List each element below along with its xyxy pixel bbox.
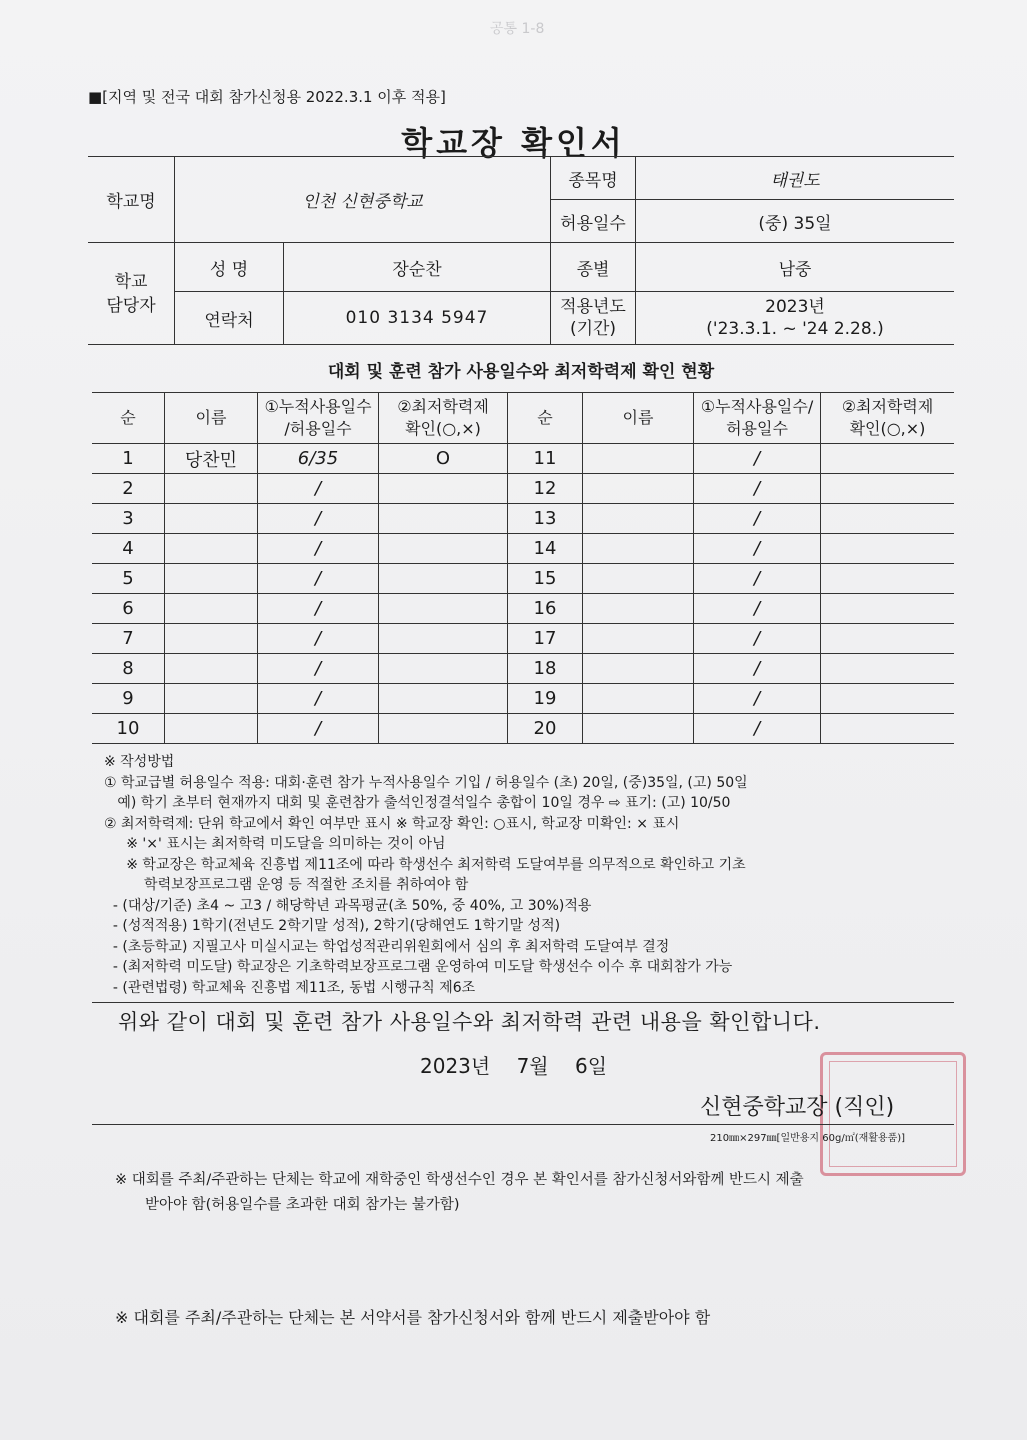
- footnote-2: ※ 대회를 주최/주관하는 단체는 본 서약서를 참가신청서와 함께 반드시 제출받아야 함: [115, 1308, 711, 1327]
- cell-name: [583, 564, 694, 594]
- col-header: 이름: [165, 393, 258, 444]
- cell-n: 18: [508, 654, 583, 684]
- cell-chk: [379, 534, 508, 564]
- school-label: 학교명: [88, 157, 175, 243]
- page-title: 학교장 확인서: [401, 124, 626, 162]
- cell-chk: [379, 684, 508, 714]
- col-header: ②최저학력제 확인(○,×): [821, 393, 955, 444]
- cell-n: 16: [508, 594, 583, 624]
- cell-chk: [379, 564, 508, 594]
- cell-n: 14: [508, 534, 583, 564]
- cell-days: /: [258, 684, 379, 714]
- cell-name: [165, 654, 258, 684]
- cell-chk: [821, 564, 955, 594]
- cell-chk: [821, 714, 955, 744]
- cell-n: 3: [92, 504, 165, 534]
- col-header: ①누적사용일수 /허용일수: [258, 393, 379, 444]
- name-value: 장순찬: [284, 243, 551, 292]
- cell-n: 17: [508, 624, 583, 654]
- cell-days: /: [694, 564, 821, 594]
- table-row: [92, 504, 954, 534]
- col-header: 순: [92, 393, 165, 444]
- allowed-label: 허용일수: [551, 200, 636, 243]
- section-title: 대회 및 훈련 참가 사용일수와 최저학력제 확인 현황: [327, 362, 715, 382]
- table-row: [92, 534, 954, 564]
- cell-chk: [379, 654, 508, 684]
- cell-name: [165, 474, 258, 504]
- instruction-line: ① 학교급별 허용일수 적용: 대회·훈련 참가 누적사용일수 기입 / 허용일수 (초) 20일, (중)35일, (고) 50일: [104, 774, 748, 791]
- year-value: 2023년 ('23.3.1. ~ '24 2.28.): [636, 292, 955, 345]
- cell-name: [583, 624, 694, 654]
- instruction-line: ※ '×' 표시는 최저학력 미도달을 의미하는 것이 아님: [104, 836, 446, 852]
- footnote-1: [115, 1168, 804, 1218]
- cell-name: [165, 684, 258, 714]
- cell-days: /: [258, 594, 379, 624]
- cell-n: 19: [508, 684, 583, 714]
- gender-label: 종별: [551, 243, 636, 292]
- cell-chk: [821, 654, 955, 684]
- cell-name: [165, 504, 258, 534]
- cell-days: /: [694, 654, 821, 684]
- contact-label: 연락처: [175, 292, 284, 345]
- cell-days: /: [694, 684, 821, 714]
- table-row: [92, 594, 954, 624]
- cell-n: 1: [92, 444, 165, 474]
- instruction-line: - (최저학력 미도달) 학교장은 기초학력보장프로그램 운영하여 미도달 학생선수 이수 후 대회참가 가능: [104, 959, 733, 975]
- instruction-line: ② 최저학력제: 단위 학교에서 확인 여부만 표시 ※ 학교장 확인: ○표시, 학교장 미확인: × 표시: [104, 815, 680, 832]
- cell-name: [165, 714, 258, 744]
- instruction-line: ※ 작성방법: [104, 754, 175, 770]
- cell-chk: [821, 444, 955, 474]
- cell-n: 10: [92, 714, 165, 744]
- cell-days: /: [694, 624, 821, 654]
- footnote-1-line: ※ 대회를 주최/주관하는 단체는 학교에 재학중인 학생선수인 경우 본 확인서를 참가신청서와함께 반드시 제출: [115, 1172, 804, 1188]
- cell-chk: [379, 624, 508, 654]
- cell-days: /: [258, 654, 379, 684]
- table-row: [92, 444, 954, 474]
- event-label: 종목명: [551, 157, 636, 200]
- cell-n: 7: [92, 624, 165, 654]
- cell-days: /: [258, 714, 379, 744]
- col-header: ①누적사용일수/ 허용일수: [694, 393, 821, 444]
- table-row: [92, 564, 954, 594]
- cell-days: /: [258, 504, 379, 534]
- cell-name: [583, 444, 694, 474]
- table-row: [92, 624, 954, 654]
- footnote-1-line: 받아야 함(허용일수를 초과한 대회 참가는 불가함): [145, 1197, 460, 1213]
- cell-chk: [379, 714, 508, 744]
- cell-days: /: [694, 534, 821, 564]
- cell-name: [165, 624, 258, 654]
- divider: [92, 1124, 954, 1125]
- year-label: 적용년도 (기간): [551, 292, 636, 345]
- cell-name: [583, 594, 694, 624]
- contact-value: 010 3134 5947: [284, 292, 551, 345]
- top-mark: 공통 1-8: [490, 21, 545, 37]
- cell-days: 6/35: [258, 444, 379, 474]
- cell-n: 8: [92, 654, 165, 684]
- cell-chk: [379, 594, 508, 624]
- instruction-line: 예) 학기 초부터 현재까지 대회 및 훈련참가 출석인정결석일수 총합이 10일 경우 ⇨ 표기: (고) 10/50: [104, 795, 731, 811]
- cell-chk: [821, 474, 955, 504]
- cell-n: 6: [92, 594, 165, 624]
- cell-days: /: [258, 534, 379, 564]
- status-table: [92, 392, 954, 744]
- event-value: 태권도: [636, 157, 955, 200]
- header-note: ■[지역 및 전국 대회 참가신청용 2022.3.1 이후 적용]: [88, 88, 446, 106]
- cell-days: /: [694, 474, 821, 504]
- cell-chk: [379, 474, 508, 504]
- table-row: [92, 684, 954, 714]
- cell-name: [583, 714, 694, 744]
- cell-chk: [821, 624, 955, 654]
- cell-name: [583, 654, 694, 684]
- cell-name: [583, 504, 694, 534]
- col-header: ②최저학력제 확인(○,×): [379, 393, 508, 444]
- cell-name: [165, 564, 258, 594]
- col-header: 순: [508, 393, 583, 444]
- cell-n: 9: [92, 684, 165, 714]
- cell-days: /: [694, 504, 821, 534]
- cell-n: 13: [508, 504, 583, 534]
- cell-chk: [821, 684, 955, 714]
- cell-name: [165, 534, 258, 564]
- school-value: 인천 신현중학교: [175, 157, 551, 243]
- cell-days: /: [258, 624, 379, 654]
- name-label: 성 명: [175, 243, 284, 292]
- issue-date: 2023년 7월 6일: [420, 1054, 608, 1078]
- staff-label: 학교 담당자: [88, 243, 175, 345]
- cell-days: /: [258, 564, 379, 594]
- cell-chk: [821, 594, 955, 624]
- allowed-value: (중) 35일: [636, 200, 955, 243]
- instructions: [104, 752, 748, 998]
- instruction-line: - (관련법령) 학교체육 진흥법 제11조, 동법 시행규칙 제6조: [104, 979, 476, 996]
- gender-value: 남중: [636, 243, 955, 292]
- cell-chk: [821, 534, 955, 564]
- cell-n: 11: [508, 444, 583, 474]
- table-row: [92, 714, 954, 744]
- cell-days: /: [694, 444, 821, 474]
- cell-n: 4: [92, 534, 165, 564]
- cell-name: [583, 474, 694, 504]
- table-row: [92, 474, 954, 504]
- instruction-line: - (대상/기준) 초4 ~ 고3 / 해당학년 과목평균(초 50%, 중 40%, 고 30%)적용: [104, 897, 592, 914]
- cell-chk: O: [379, 444, 508, 474]
- table-row: [92, 654, 954, 684]
- cell-chk: [821, 504, 955, 534]
- divider: [92, 1002, 954, 1003]
- cell-days: /: [258, 474, 379, 504]
- confirm-text: 위와 같이 대회 및 훈련 참가 사용일수와 최저학력 관련 내용을 확인합니다.: [118, 1010, 821, 1034]
- instruction-line: 학력보장프로그램 운영 등 적절한 조치를 취하여야 함: [104, 877, 469, 893]
- cell-n: 12: [508, 474, 583, 504]
- cell-n: 15: [508, 564, 583, 594]
- cell-name: [583, 534, 694, 564]
- instruction-line: - (성적적용) 1학기(전년도 2학기말 성적), 2학기(당해연도 1학기말 성적): [104, 918, 561, 934]
- signature: 신현중학교장 (직인): [700, 1095, 895, 1120]
- instruction-line: - (초등학교) 지필고사 미실시교는 학업성적관리위원회에서 심의 후 최저학력 도달여부 결정: [104, 938, 670, 955]
- cell-chk: [379, 504, 508, 534]
- col-header: 이름: [583, 393, 694, 444]
- instruction-line: ※ 학교장은 학교체육 진흥법 제11조에 따라 학생선수 최저학력 도달여부를 의무적으로 확인하고 기초: [104, 856, 746, 873]
- info-table: [88, 156, 954, 345]
- cell-n: 2: [92, 474, 165, 504]
- cell-name: [165, 594, 258, 624]
- cell-name: [583, 684, 694, 714]
- cell-name: 당찬민: [165, 444, 258, 474]
- cell-days: /: [694, 594, 821, 624]
- cell-n: 20: [508, 714, 583, 744]
- paper-size: 210㎜×297㎜[일반용지 60g/㎡(재활용품)]: [710, 1133, 906, 1144]
- cell-n: 5: [92, 564, 165, 594]
- cell-days: /: [694, 714, 821, 744]
